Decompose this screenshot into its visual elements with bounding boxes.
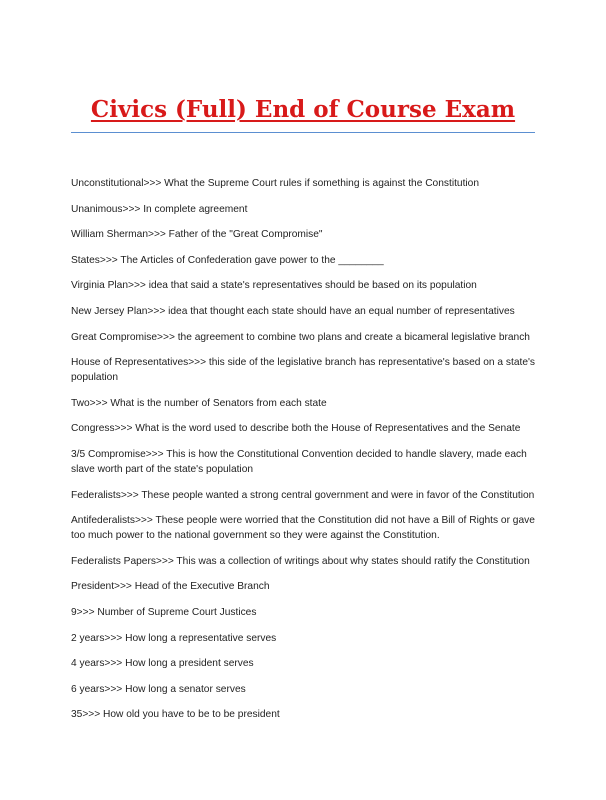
list-item: Antifederalists>>> These people were worried that the Constitution did not have a Bill of Rights or gave too much power to the national government so they were against the Constitution. — [71, 515, 535, 542]
list-item: House of Representatives>>> this side of the legislative branch has representative's based on a state's population — [71, 357, 536, 384]
list-item: Unanimous>>> In complete agreement — [71, 203, 248, 215]
list-item: Virginia Plan>>> idea that said a state's representatives should be based on its population — [71, 280, 477, 292]
list-item: 6 years>>> How long a senator serves — [71, 683, 246, 695]
title-divider — [71, 132, 535, 133]
list-item: 2 years>>> How long a representative serves — [71, 632, 277, 644]
list-item: Two>>> What is the number of Senators from each state — [71, 397, 327, 409]
list-item: 4 years>>> How long a president serves — [71, 658, 254, 670]
list-item: 3/5 Compromise>>> This is how the Constitutional Convention decided to handle slavery, made each slave worth part of the state's population — [71, 448, 527, 475]
list-item: Unconstitutional>>> What the Supreme Court rules if something is against the Constitution — [71, 178, 480, 189]
list-item: Federalists>>> These people wanted a strong central government and were in favor of the Constitution — [71, 489, 535, 501]
qa-list — [71, 176, 541, 733]
list-item: 35>>> How old you have to be to be president — [71, 709, 280, 721]
list-item: William Sherman>>> Father of the "Great Compromise" — [71, 229, 323, 241]
list-item: New Jersey Plan>>> idea that thought each state should have an equal number of representatives — [71, 305, 515, 317]
list-item: States>>> The Articles of Confederation gave power to the ________ — [71, 254, 384, 266]
list-item: Federalists Papers>>> This was a collection of writings about why states should ratify the Constitution — [71, 555, 530, 567]
document-title: Civics (Full) End of Course Exam — [90, 96, 516, 123]
list-item: Congress>>> What is the word used to describe both the House of Representatives and the Senate — [71, 423, 521, 435]
list-item: Great Compromise>>> the agreement to combine two plans and create a bicameral legislative branch — [71, 331, 530, 343]
list-item: 9>>> Number of Supreme Court Justices — [71, 606, 257, 618]
list-item: President>>> Head of the Executive Branch — [71, 581, 270, 593]
